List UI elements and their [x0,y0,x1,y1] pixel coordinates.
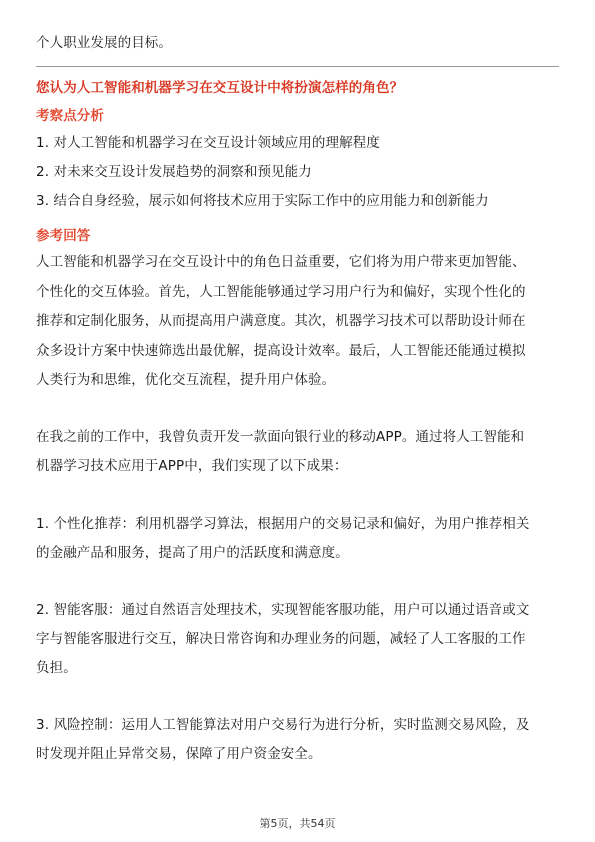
answer-paragraph-line: 人类行为和思维，优化交互流程，提升用户体验。 [36,372,336,388]
analysis-item: 3. 结合自身经验，展示如何将技术应用于实际工作中的应用能力和创新能力 [36,193,489,209]
answer-paragraph-line: 推荐和定制化服务，从而提高用户满意度。其次，机器学习技术可以帮助设计师在 [36,313,526,329]
experience-paragraph-line: 机器学习技术应用于APP中，我们实现了以下成果： [36,458,348,474]
experience-paragraph-line: 在我之前的工作中，我曾负责开发一款面向银行业的移动APP。通过将人工智能和 [36,429,525,445]
page-number-footer: 第5页，共54页 [259,817,336,830]
section-divider [36,66,559,67]
analysis-item: 1. 对人工智能和机器学习在交互设计领域应用的理解程度 [36,135,380,151]
answer-heading: 参考回答 [36,228,91,244]
result-point-line: 3. 风险控制：运用人工智能算法对用户交易行为进行分析，实时监测交易风险，及 [36,717,530,733]
result-point-line: 时发现并阻止异常交易，保障了用户资金安全。 [36,746,322,762]
result-point-line: 字与智能客服进行交互，解决日常咨询和办理业务的问题，减轻了人工客服的工作 [36,631,526,647]
result-point-line: 2. 智能客服：通过自然语言处理技术，实现智能客服功能，用户可以通过语音或文 [36,602,530,618]
result-point-line: 1. 个性化推荐：利用机器学习算法，根据用户的交易记录和偏好，为用户推荐相关 [36,516,530,532]
answer-paragraph-line: 个性化的交互体验。首先，人工智能能够通过学习用户行为和偏好，实现个性化的 [36,284,526,300]
analysis-item: 2. 对未来交互设计发展趋势的洞察和预见能力 [36,164,312,180]
intro-tail-text: 个人职业发展的目标。 [36,35,172,51]
result-point-line: 的金融产品和服务，提高了用户的活跃度和满意度。 [36,545,349,561]
answer-paragraph-line: 众多设计方案中快速筛选出最优解，提高设计效率。最后，人工智能还能通过模拟 [36,343,526,359]
answer-paragraph-line: 人工智能和机器学习在交互设计中的角色日益重要，它们将为用户带来更加智能、 [36,254,526,270]
question-heading: 您认为人工智能和机器学习在交互设计中将扮演怎样的角色？ [36,80,404,96]
result-point-line: 负担。 [36,660,77,676]
analysis-heading: 考察点分析 [36,108,104,124]
